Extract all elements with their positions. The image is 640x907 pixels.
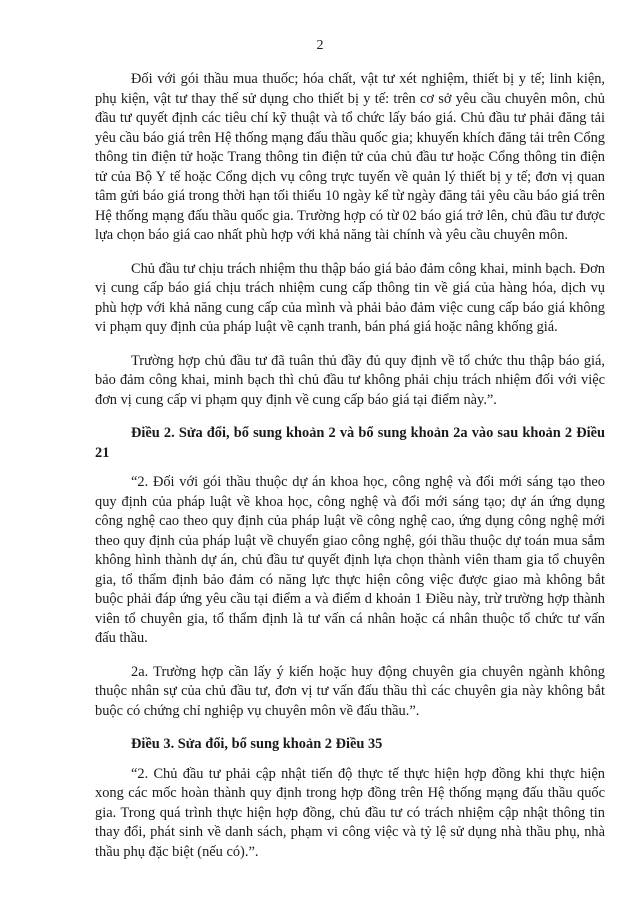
article-3-clause-2: “2. Chủ đầu tư phải cập nhật tiến độ thực tế thực hiện hợp đồng khi thực hiện xong các mốc hoàn thành quy định trong hợp đồng trên Hệ thống mạng đấu thầu quốc gia. Trong quá trình thực hiện hợp đồng, chủ đầu tư có trách nhiệm cập nhật thông tin thay đổi, phát sinh về danh sách, phạm vi công việc và tỷ lệ sử dụng nhà thầu phụ, nhà thầu phụ đặc biệt (nếu có).”. bbox=[95, 765, 605, 860]
article-2-clause-2: “2. Đối với gói thầu thuộc dự án khoa học, công nghệ và đổi mới sáng tạo theo quy định của pháp luật về khoa học, công nghệ và đổi mới sáng tạo; dự án ứng dụng công nghệ cao theo quy định của pháp luật về công nghệ cao, ứng dụng công nghệ mới theo quy định của pháp luật về chuyển giao công nghệ, gói thầu thuộc dự toán mua sắm không hình thành dự án, chủ đầu tư quyết định lựa chọn thành viên tham gia tổ chuyên gia, tổ thẩm định bảo đảm có năng lực thực hiện công việc được giao mà không bắt buộc phải đáp ứng yêu cầu tại điểm a và điểm d khoản 1 Điều này, trừ trường hợp thành viên tổ chuyên gia, tổ thẩm định là tư vấn cá nhân hoặc cá nhân thuộc tổ chức tư vấn đấu thầu. bbox=[95, 474, 605, 646]
paragraph-investor-exemption: Trường hợp chủ đầu tư đã tuân thủ đầy đủ quy định về tổ chức thu thập báo giá, bảo đảm công khai, minh bạch thì chủ đầu tư không phải chịu trách nhiệm đối với việc đơn vị cung cấp vi phạm quy định về cung cấp báo giá tại điểm này.”. bbox=[95, 352, 605, 408]
article-2-clause-2a: 2a. Trường hợp cần lấy ý kiến hoặc huy động chuyên gia chuyên ngành không thuộc nhân sự của chủ đầu tư, đơn vị tư vấn đấu thầu thì các chuyên gia này không bắt buộc có chứng chỉ nghiệp vụ chuyên môn về đấu thầu.”. bbox=[95, 663, 605, 719]
article-3-heading: Điều 3. Sửa đổi, bổ sung khoản 2 Điều 35 bbox=[131, 736, 383, 752]
document-body bbox=[95, 70, 605, 876]
page-number: 2 bbox=[316, 38, 324, 53]
article-2-heading: Điều 2. Sửa đổi, bổ sung khoản 2 và bổ sung khoản 2a vào sau khoản 2 Điều 21 bbox=[95, 425, 605, 461]
paragraph-quote-responsibility: Chủ đầu tư chịu trách nhiệm thu thập báo giá bảo đảm công khai, minh bạch. Đơn vị cung cấp báo giá chịu trách nhiệm cung cấp thông tin về giá của hàng hóa, dịch vụ phù hợp với khả năng cung cấp của mình và phải bảo đảm việc cung cấp báo giá không vi phạm quy định của pháp luật về cạnh tranh, bán phá giá hoặc nâng khống giá. bbox=[95, 260, 605, 335]
paragraph-medical-procurement: Đối với gói thầu mua thuốc; hóa chất, vật tư xét nghiệm, thiết bị y tế; linh kiện, phụ kiện, vật tư thay thế sử dụng cho thiết bị y tế: trên cơ sở yêu cầu chuyên môn, chủ đầu tư quyết định các tiêu chí kỹ thuật và tổ chức lấy báo giá. Chủ đầu tư phải đăng tải yêu cầu báo giá trên Hệ thống mạng đấu thầu quốc gia; khuyến khích đăng tải trên Cổng thông tin điện tử hoặc Trang thông tin điện tử của chủ đầu tư hoặc Cổng thông tin điện tử của Bộ Y tế hoặc Cổng dịch vụ công trực tuyến về quản lý thiết bị y tế; đơn vị quan tâm gửi báo giá trong thời hạn tối thiểu 10 ngày kể từ ngày đăng tải yêu cầu báo giá trên Hệ thống mạng đấu thầu quốc gia. Trường hợp có từ 02 báo giá trở lên, chủ đầu tư được lựa chọn báo giá cao nhất phù hợp với khả năng tài chính và yêu cầu chuyên môn. bbox=[95, 71, 605, 243]
